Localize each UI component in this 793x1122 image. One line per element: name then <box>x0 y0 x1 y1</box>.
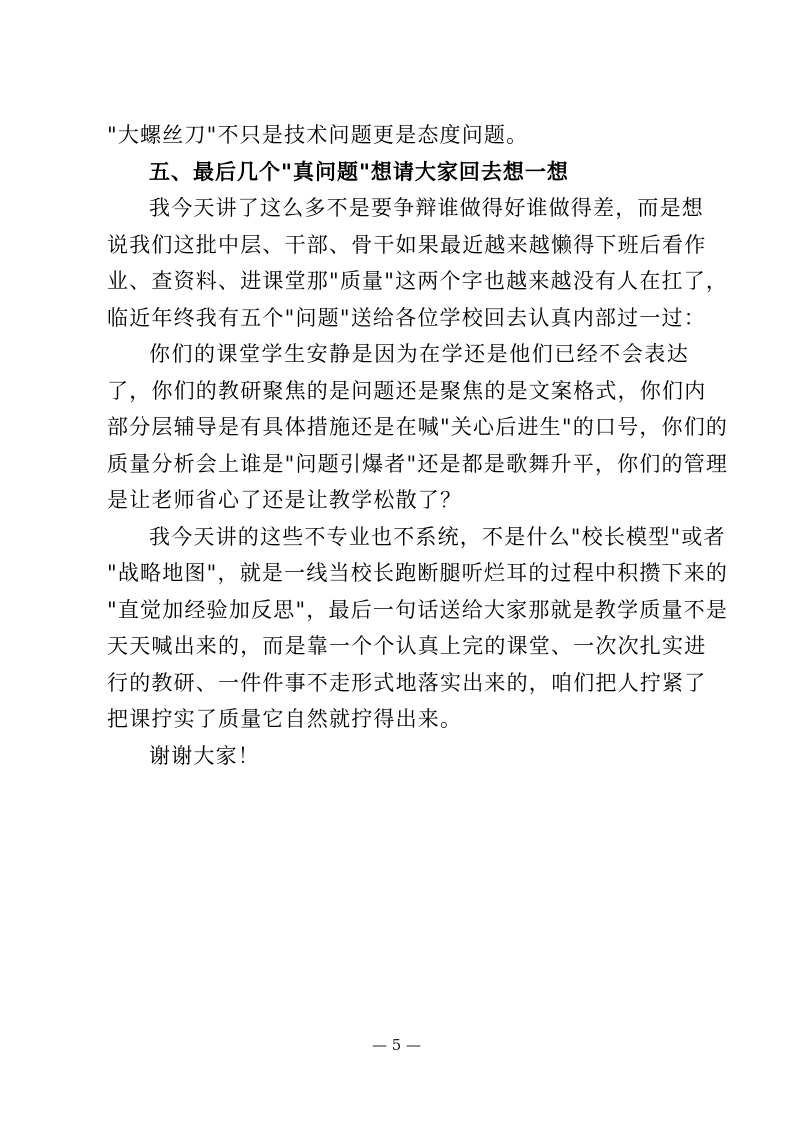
closing-line: 谢谢大家！ <box>149 743 260 768</box>
paragraph-line: 质量分析会上谁是"问题引爆者"还是都是歌舞升平，你们的管理 <box>107 451 729 476</box>
paragraph-line: "战略地图"，就是一线当校长跑断腿听烂耳的过程中积攒下来的 <box>107 561 729 585</box>
document-body <box>107 117 729 774</box>
page-number: — 5 — <box>371 1036 422 1054</box>
paragraph-line: 把课拧实了质量它自然就拧得出来。 <box>107 707 463 731</box>
paragraph-line: "直觉加经验加反思"，最后一句话送给大家那就是教学质量不是 <box>107 597 729 622</box>
paragraph-line: 说我们这批中层、干部、骨干如果最近越来越懒得下班后看作 <box>107 232 707 257</box>
paragraph-line: 业、查资料、进课堂那"质量"这两个字也越来越没有人在扛了， <box>107 269 729 293</box>
section-heading: 五、最后几个"真问题"想请大家回去想一想 <box>149 159 569 184</box>
paragraph-line: 我今天讲的这些不专业也不系统，不是什么"校长模型"或者 <box>149 524 726 549</box>
paragraph-line: "大螺丝刀"不只是技术问题更是态度问题。 <box>107 123 529 147</box>
paragraph-line: 行的教研、一件件事不走形式地落实出来的，咱们把人拧紧了 <box>107 670 707 695</box>
paragraph-line: 你们的课堂学生安静是因为在学还是他们已经不会表达 <box>149 342 689 366</box>
paragraph-line: 天天喊出来的，而是靠一个个认真上完的课堂、一次次扎实进 <box>107 634 707 658</box>
paragraph-line: 临近年终我有五个"问题"送给各位学校回去认真内部过一过： <box>107 305 706 330</box>
paragraph-line: 是让老师省心了还是让教学松散了？ <box>107 488 463 512</box>
paragraph-line: 部分层辅导是有具体措施还是在喊"关心后进生"的口号，你们的 <box>107 415 729 439</box>
paragraph-line: 我今天讲了这么多不是要争辩谁做得好谁做得差，而是想 <box>149 196 704 220</box>
paragraph-line: 了，你们的教研聚焦的是问题还是聚焦的是文案格式，你们内 <box>107 378 707 403</box>
